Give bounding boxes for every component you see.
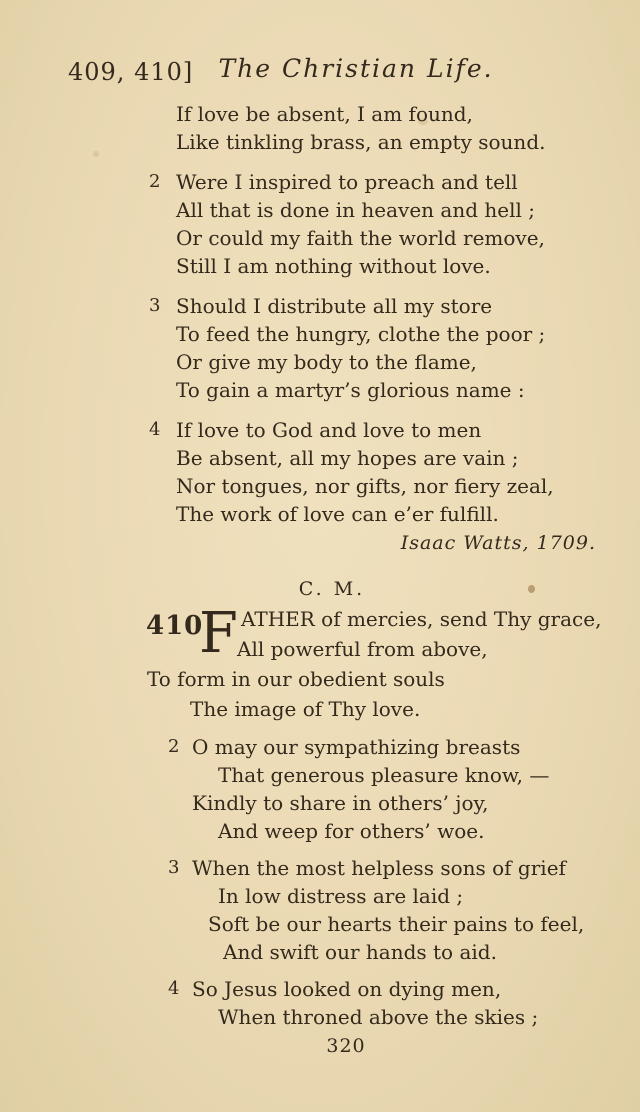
verse-line: That generous pleasure know, — bbox=[218, 763, 550, 787]
meter-heading: C. M. bbox=[298, 578, 366, 600]
verse-line: Or give my body to the flame, bbox=[176, 350, 477, 374]
running-title: The Christian Life. bbox=[218, 54, 494, 83]
hymn-409 bbox=[0, 100, 640, 554]
verse-line: If love be absent, I am found, bbox=[176, 102, 473, 126]
page-header bbox=[0, 56, 640, 90]
stanza-3 bbox=[168, 854, 640, 966]
verse-line: To feed the hungry, clothe the poor ; bbox=[176, 322, 546, 346]
verse-line: All that is done in heaven and hell ; bbox=[176, 198, 535, 222]
verse-line: And weep for others’ woe. bbox=[218, 819, 485, 843]
stanza-4 bbox=[149, 416, 640, 528]
hymn-number: 410 bbox=[146, 611, 204, 641]
dropcap-initial: F bbox=[199, 601, 238, 666]
stanza-1-continuation bbox=[176, 100, 640, 156]
page-number: 320 bbox=[326, 1035, 366, 1057]
stanza-2 bbox=[149, 168, 640, 280]
folio-numbers: 409, 410] bbox=[68, 58, 194, 86]
verse-number: 3 bbox=[149, 295, 161, 316]
stanza-2 bbox=[168, 733, 640, 845]
verse-line: The work of love can e’er fulfill. bbox=[176, 502, 499, 526]
verse-line: Like tinkling brass, an empty sound. bbox=[176, 130, 546, 154]
verse-line: In low distress are laid ; bbox=[218, 884, 464, 908]
verse-number: 2 bbox=[149, 171, 161, 192]
verse-line: Or could my faith the world remove, bbox=[176, 226, 545, 250]
verse-line: Still I am nothing without love. bbox=[176, 254, 491, 278]
verse-line: Were I inspired to preach and tell bbox=[176, 170, 518, 194]
verse-line: So Jesus looked on dying men, bbox=[192, 977, 502, 1001]
author-attribution: Isaac Watts, 1709. bbox=[400, 532, 596, 554]
verse-number: 3 bbox=[168, 857, 180, 878]
hymn-410 bbox=[0, 578, 640, 1031]
verse-line: Be absent, all my hopes are vain ; bbox=[176, 446, 519, 470]
page-body bbox=[0, 100, 640, 1057]
page-footer bbox=[0, 1035, 640, 1057]
stanza-4 bbox=[168, 975, 640, 1031]
verse-line: ATHER of mercies, send Thy grace, bbox=[241, 607, 602, 631]
verse-line: When throned above the skies ; bbox=[218, 1005, 539, 1029]
verse-line: If love to God and love to men bbox=[176, 418, 482, 442]
verse-number: 4 bbox=[168, 978, 180, 999]
verse-line: Kindly to share in others’ joy, bbox=[192, 791, 489, 815]
verse-line: And swift our hands to aid. bbox=[223, 940, 497, 964]
verse-number: 4 bbox=[149, 419, 161, 440]
verse-number: 2 bbox=[168, 736, 180, 757]
verse-line: When the most helpless sons of grief bbox=[192, 856, 566, 880]
verse-line: To gain a martyr’s glorious name : bbox=[176, 378, 525, 402]
verse-line: All powerful from above, bbox=[237, 637, 488, 661]
stanza-1 bbox=[0, 601, 640, 724]
stanza-3 bbox=[149, 292, 640, 404]
verse-line: Nor tongues, nor gifts, nor fiery zeal, bbox=[176, 474, 554, 498]
verse-line: O may our sympathizing breasts bbox=[192, 735, 521, 759]
verse-line: Soft be our hearts their pains to feel, bbox=[208, 912, 585, 936]
verse-line: Should I distribute all my store bbox=[176, 294, 493, 318]
verse-line: The image of Thy love. bbox=[190, 697, 421, 721]
verse-line: To form in our obedient souls bbox=[147, 667, 445, 691]
